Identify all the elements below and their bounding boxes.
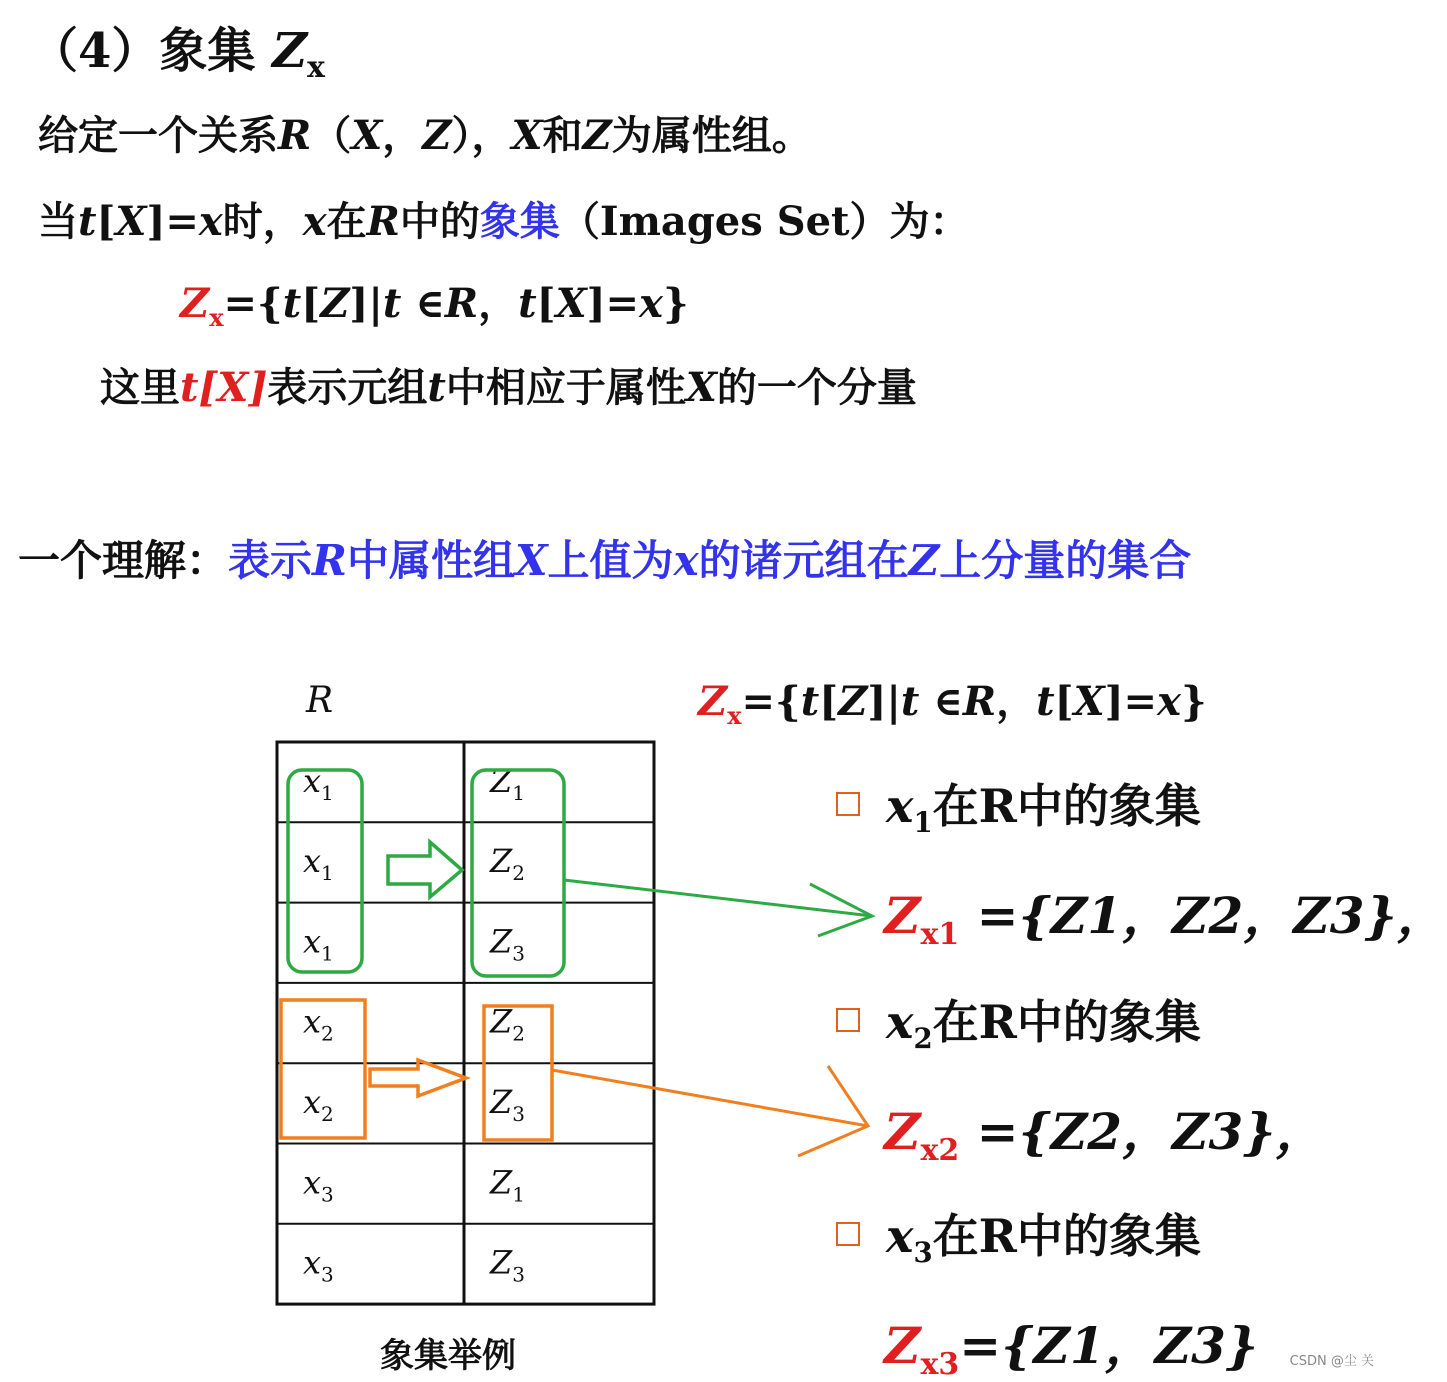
text: 当 [38,198,78,245]
text: [ [96,198,116,245]
cell-z [489,842,525,885]
text: } [1180,678,1207,725]
result-3-set [884,1306,1259,1382]
understanding-label: 一个理解： [18,536,229,585]
sub: 2 [913,1022,933,1056]
result-label: 在R中的象集 [932,1209,1201,1263]
var-x: x [673,536,699,585]
cell-z-var: Z [490,761,513,800]
var-t: t [78,198,97,245]
var-Z: Z [582,112,612,159]
text: 给定一个关系 [38,112,278,159]
bullet-square-icon [836,1222,860,1246]
var-x: x [302,198,327,245]
var-x: x [639,280,663,327]
cell-x-sub: 1 [321,941,334,966]
result-Z: Z [884,886,921,945]
var-t: t [382,280,402,327]
arrow-line-orange [552,1070,868,1126]
result-label: 在R中的象集 [932,779,1201,833]
cell-z [489,1003,525,1046]
cell-x-var: x [303,842,322,881]
result-set: ={Z1，Z2，Z3}， [959,886,1447,945]
relation-table [277,742,654,1304]
bullet-square-icon [836,1008,860,1032]
block-arrow-orange [370,1060,466,1096]
text: 中相应于属性 [445,364,686,411]
text: ]| [867,678,901,725]
text: ]= [1104,678,1158,725]
var-X: X [514,536,548,585]
text: （ [311,112,352,159]
text: 和 [542,112,583,159]
text: ]= [146,198,199,245]
var-X: X [511,112,543,159]
var-R: R [312,536,347,585]
relation-name: R [306,680,334,721]
result-set: ={Z1，Z3} [959,1316,1259,1375]
arrow-head-orange [798,1066,868,1156]
sub: 3 [913,1236,933,1270]
var-X: X [1073,678,1105,725]
var-Z: Z [422,112,452,159]
text: 在 [326,198,367,245]
text: ]| [349,280,383,327]
cell-x-var: x [303,761,322,800]
cell-x-var: x [303,1082,322,1121]
var-t: t [1036,678,1055,725]
text: ∈ [401,280,445,327]
cell-z [489,1163,525,1206]
result-1-set [884,876,1447,953]
heading-prefix: （4）象集 [30,23,273,79]
cell-x-sub: 2 [321,1021,334,1046]
text: [ [536,280,556,327]
cell-z [489,1244,525,1287]
group-x2-highlight [281,1000,868,1156]
cell-z [489,1083,525,1126]
arrow-line-green [564,880,872,916]
cell-x-sub: 1 [321,780,334,805]
var-t: t [427,364,446,411]
text: 这里 [100,364,180,411]
text: 上分量的集合 [939,536,1192,585]
text: 为属性组。 [611,112,812,159]
var-R: R [444,280,479,327]
text: 表示元组 [267,364,428,411]
sub: 1 [913,806,933,840]
var-R: R [962,678,997,725]
result-sub: x3 [920,1347,960,1382]
formula-Z: Z [180,280,210,327]
cell-x-sub: 3 [321,1262,334,1287]
text: 时， [222,198,303,245]
var-X: X [555,280,587,327]
cell-z [489,762,525,805]
text: （Images Set）为： [559,198,970,245]
var-X: X [115,198,147,245]
text: 的一个分量 [716,364,917,411]
cell-z-var: Z [490,842,513,881]
cell-x [303,922,334,965]
block-arrow-green [388,842,462,897]
text: ， [382,112,423,159]
cell-z-var: Z [490,1243,513,1282]
cell-z-var: Z [490,1002,513,1041]
cell-x-var: x [303,922,322,961]
text: ={ [223,280,283,327]
cell-x [303,1163,334,1206]
var-X: X [351,112,383,159]
result-label: 在R中的象集 [932,995,1201,1049]
text: } [662,280,689,327]
cell-x-sub: 1 [321,861,334,886]
text: ）， [451,112,512,159]
var-Z: Z [908,536,940,585]
result-2-heading [836,986,1201,1056]
var-t: t [800,678,820,725]
text: 的诸元组在 [698,536,909,585]
text: 中的 [399,198,480,245]
var-X: X [685,364,717,411]
cell-x-var: x [303,1002,322,1041]
text: ， [996,678,1037,725]
var-x: x [886,995,914,1049]
text: ={ [741,678,801,725]
var-R: R [278,112,312,159]
result-sub: x2 [920,1133,960,1169]
cell-z-sub: 3 [512,1262,525,1287]
cell-z-var: Z [490,922,513,961]
cell-x-sub: 2 [321,1101,334,1126]
result-2-set [884,1092,1326,1169]
var-Z: Z [838,678,868,725]
cell-x [303,1003,334,1046]
var-Z: Z [320,280,350,327]
text: [ [819,678,839,725]
cell-x [303,1244,334,1287]
cell-z-sub: 3 [512,1101,525,1126]
text: ∈ [919,678,963,725]
var-t: t [900,678,920,725]
result-Z: Z [884,1102,921,1161]
cell-x-var: x [303,1163,322,1202]
right-formula [698,670,1207,731]
watermark: CSDN @尘 关 [1289,1354,1374,1369]
var-x: x [1157,678,1181,725]
cell-z [489,922,525,965]
result-Z: Z [884,1316,921,1375]
text: ， [478,280,519,327]
cell-z-sub: 2 [512,1021,525,1046]
cell-x [303,842,334,885]
bullet-square-icon [836,792,860,816]
cell-x-sub: 3 [321,1182,334,1207]
cell-z-sub: 1 [512,780,525,805]
var-t: t [282,280,302,327]
highlight-image-set: 象集 [479,198,560,245]
text: 表示 [228,536,313,585]
text: 上值为 [547,536,674,585]
heading-sub: x [307,50,325,86]
group-x1-highlight [288,770,872,976]
var-x: x [198,198,223,245]
cell-z-sub: 2 [512,861,525,886]
text: [ [301,280,321,327]
diagram-caption: 象集举例 [380,1336,516,1376]
cell-x-var: x [303,1243,322,1282]
text: ]= [586,280,640,327]
heading-var: Z [272,23,308,79]
result-3-heading [836,1200,1201,1270]
result-set: ={Z2，Z3}， [959,1102,1326,1161]
result-1-heading [836,770,1201,840]
cell-x [303,1083,334,1126]
cell-z-var: Z [490,1163,513,1202]
var-x: x [886,1209,914,1263]
text: 中属性组 [346,536,515,585]
formula-Z: Z [698,678,728,725]
var-x: x [886,779,914,833]
formula-sub: x [727,701,742,731]
highlight-tX: t[X] [180,364,268,411]
cell-z-sub: 1 [512,1182,525,1207]
cell-z-var: Z [490,1082,513,1121]
text: [ [1054,678,1074,725]
var-t: t [518,280,537,327]
cell-z-sub: 3 [512,941,525,966]
formula-sub: x [209,303,224,333]
result-sub: x1 [920,917,960,953]
var-R: R [366,198,400,245]
cell-x [303,762,334,805]
